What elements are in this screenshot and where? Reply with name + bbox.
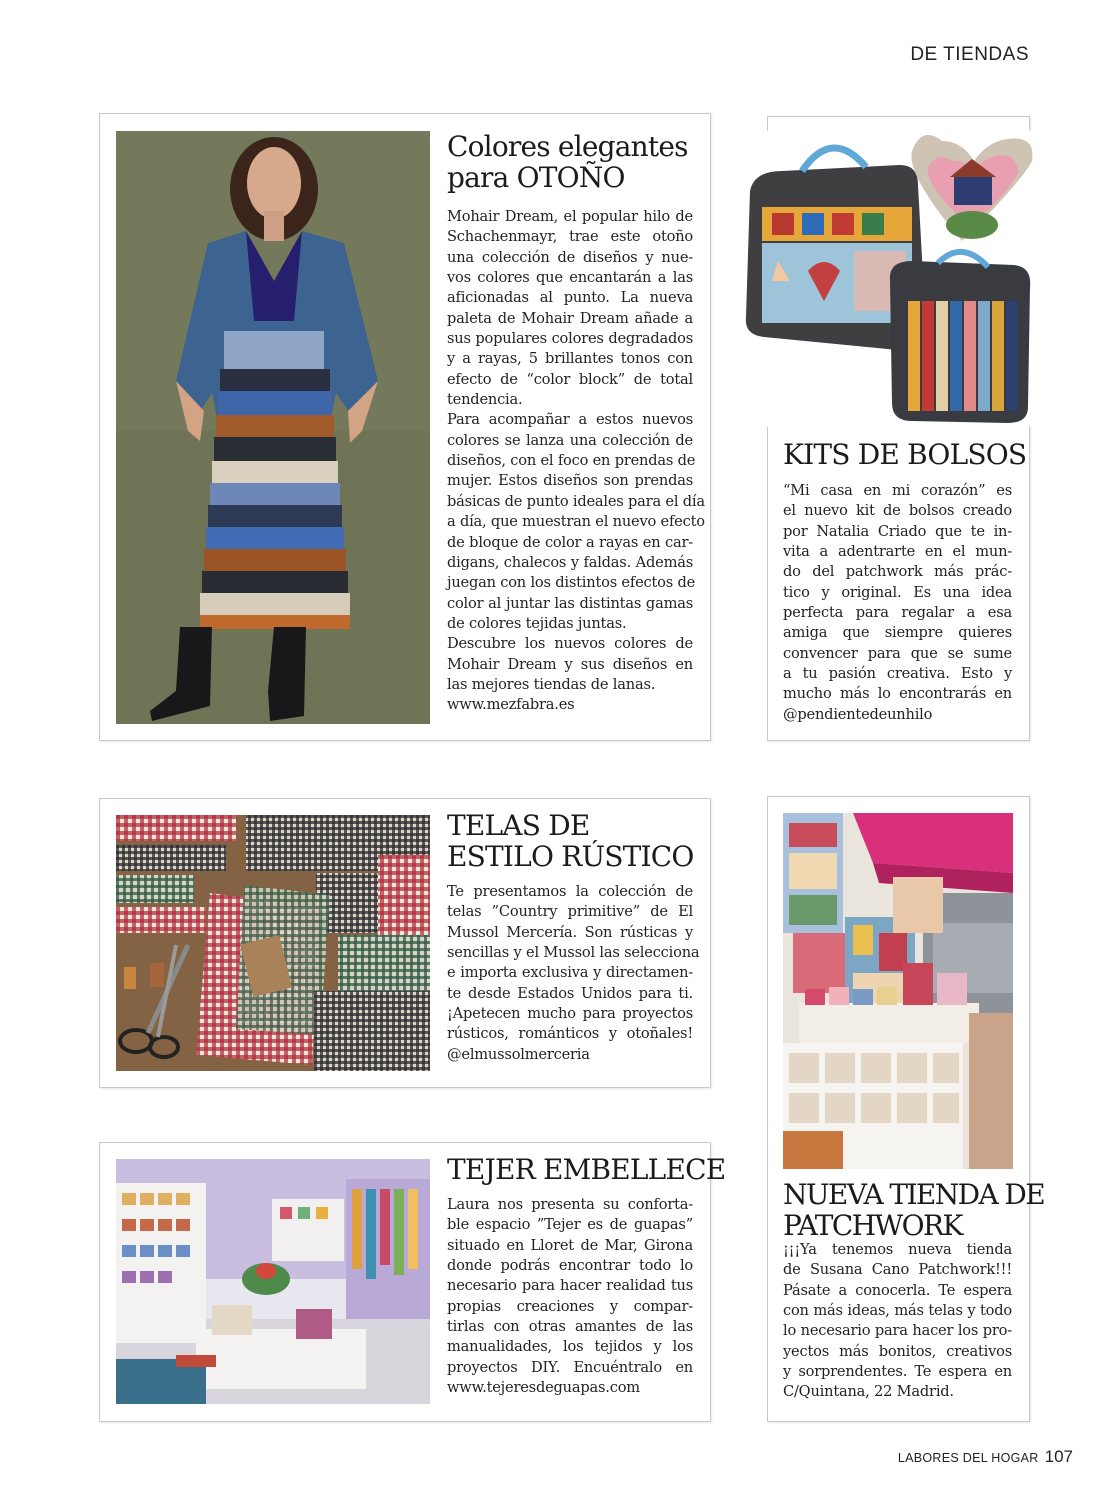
title-patchwork: NUEVA TIENDA DE PATCHWORK bbox=[783, 1178, 1045, 1242]
page-number: 107 bbox=[1044, 1447, 1073, 1466]
title-telas: TELAS DE ESTILO RÚSTICO bbox=[447, 809, 694, 873]
photo-model-striped-skirt bbox=[116, 131, 430, 724]
photo-patchwork-bags bbox=[742, 131, 1048, 427]
text-tejer: Laura nos presenta su conforta- ble espacio ”Tejer es de guapas” situado en Lloret de Mar, Girona donde podrás encontrar todo lo necesario para hacer realidad tus propias creaciones y compar- tirlas con otras amantes de las manualidades, los tejidos y los proyectos DIY. Encuéntralo en www.tejeresdeguapas.com bbox=[447, 1196, 693, 1397]
section-label: DE TIENDAS bbox=[910, 44, 1029, 65]
text-telas: Te presentamos la colección de telas ”Country primitive” de El Mussol Mercería. Son rústicas y sencillas y el Mussol las selecciona e importa exclusiva y directamen- te desde Estados Unidos para ti. ¡Apetecen mucho para proyectos rústicos, románticos y otoñales! @elmussolmerceria bbox=[447, 883, 700, 1063]
page-footer bbox=[898, 1447, 1073, 1467]
photo-yarn-shop bbox=[116, 1159, 430, 1404]
title-tejer: TEJER EMBELLECE bbox=[447, 1153, 726, 1186]
title-bolsos: KITS DE BOLSOS bbox=[783, 438, 1027, 471]
text-otono: Mohair Dream, el popular hilo de Schachenmayr, trae este otoño una colección de diseños y nue- vos colores que encantarán a las aficionadas al punto. La nueva paleta de Mohair Dream añade a sus populares colores degradados y a rayas, 5 brillantes tonos con efecto de “color block” de total tendencia. Para acompañar a estos nuevos colores se lanza una colección de diseños, con el foco en prendas de mujer. Estos diseños son prendas básicas de punto ideales para el día a día, que muestran el nuevo efecto de bloque de color a rayas en car- digans, chalecos y faldas. Además juegan con los distintos efectos de color al juntar las distintas gamas de colores tejidas juntas. Descubre los nuevos colores de Mohair Dream y sus diseños en las mejores tiendas de lanas. www.mezfabra.es bbox=[447, 208, 705, 714]
text-patchwork: ¡¡¡Ya tenemos nueva tienda de Susana Cano Patchwork!!! Pásate a conocerla. Te espera con más ideas, más telas y todo lo necesario para hacer los pro- yectos más bonitos, creativos y sorprendentes. Te espera en C/Quintana, 22 Madrid. bbox=[783, 1241, 1012, 1401]
magazine-name: LABORES DEL HOGAR bbox=[897, 1451, 1039, 1465]
photo-patchwork-shop bbox=[783, 813, 1013, 1169]
photo-rustic-fabrics bbox=[116, 815, 430, 1071]
title-otono: Colores elegantes para OTOÑO bbox=[447, 130, 688, 194]
text-bolsos: “Mi casa en mi corazón” es el nuevo kit de bolsos creado por Natalia Criado que te in- vita a adentrarte en el mun- do del patchwork más prác- tico y original. Es una idea perfecta para regalar a esa amiga que siempre quieres convencer para que se sume a tu pasión creativa. Esto y mucho más lo encontrarás en @pendientedeunhilo bbox=[783, 482, 1012, 723]
